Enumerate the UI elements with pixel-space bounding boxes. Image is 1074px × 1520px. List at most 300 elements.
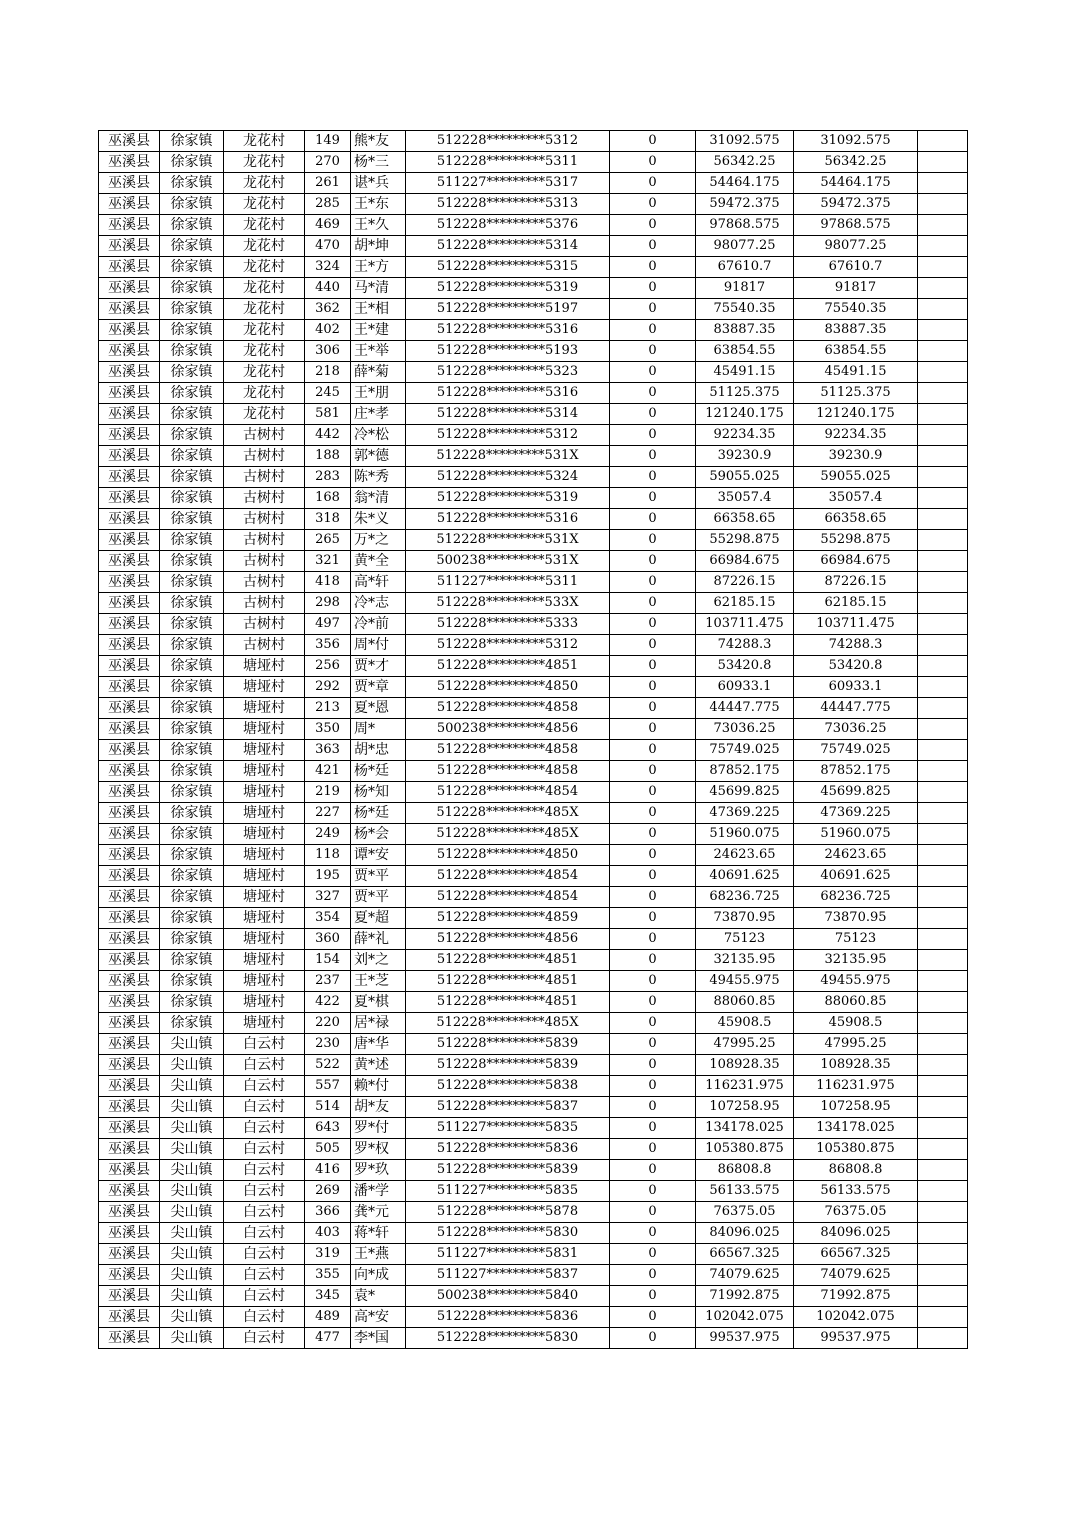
household-size-cell: 245 [305, 383, 351, 404]
town-cell: 徐家镇 [160, 551, 224, 572]
id-number-cell: 512228*********4854 [406, 887, 610, 908]
county-cell: 巫溪县 [99, 803, 160, 824]
amount-total-cell: 73036.25 [794, 719, 918, 740]
amount-total-cell: 60933.1 [794, 677, 918, 698]
county-cell: 巫溪县 [99, 908, 160, 929]
village-cell: 龙花村 [224, 215, 305, 236]
amount-total-cell: 56133.575 [794, 1181, 918, 1202]
household-size-cell: 270 [305, 152, 351, 173]
remark-cell [918, 1076, 968, 1097]
household-size-cell: 403 [305, 1223, 351, 1244]
table-row [99, 614, 968, 635]
amount-total-cell: 32135.95 [794, 950, 918, 971]
amount-total-cell: 59055.025 [794, 467, 918, 488]
household-size-cell: 418 [305, 572, 351, 593]
village-cell: 塘垭村 [224, 740, 305, 761]
table-row [99, 404, 968, 425]
data-table [98, 130, 968, 1349]
id-number-cell: 511227*********5835 [406, 1118, 610, 1139]
village-cell: 白云村 [224, 1076, 305, 1097]
id-number-cell: 512228*********4854 [406, 866, 610, 887]
amount-a-cell: 0 [610, 1013, 696, 1034]
table-row [99, 1244, 968, 1265]
amount-total-cell: 75749.025 [794, 740, 918, 761]
id-number-cell: 512228*********5837 [406, 1097, 610, 1118]
household-size-cell: 557 [305, 1076, 351, 1097]
id-number-cell: 512228*********5839 [406, 1034, 610, 1055]
amount-total-cell: 59472.375 [794, 194, 918, 215]
household-size-cell: 188 [305, 446, 351, 467]
amount-total-cell: 54464.175 [794, 173, 918, 194]
household-size-cell: 324 [305, 257, 351, 278]
remark-cell [918, 278, 968, 299]
amount-a-cell: 0 [610, 1139, 696, 1160]
table-row [99, 383, 968, 404]
id-number-cell: 512228*********5324 [406, 467, 610, 488]
amount-total-cell: 63854.55 [794, 341, 918, 362]
village-cell: 龙花村 [224, 320, 305, 341]
amount-b-cell: 103711.475 [696, 614, 794, 635]
county-cell: 巫溪县 [99, 551, 160, 572]
id-number-cell: 512228*********5312 [406, 131, 610, 152]
town-cell: 徐家镇 [160, 173, 224, 194]
household-size-cell: 489 [305, 1307, 351, 1328]
table-row [99, 341, 968, 362]
town-cell: 尖山镇 [160, 1097, 224, 1118]
town-cell: 徐家镇 [160, 152, 224, 173]
amount-a-cell: 0 [610, 446, 696, 467]
remark-cell [918, 614, 968, 635]
id-number-cell: 512228*********531X [406, 530, 610, 551]
remark-cell [918, 341, 968, 362]
county-cell: 巫溪县 [99, 782, 160, 803]
id-number-cell: 512228*********4851 [406, 950, 610, 971]
amount-b-cell: 63854.55 [696, 341, 794, 362]
county-cell: 巫溪县 [99, 866, 160, 887]
household-size-cell: 265 [305, 530, 351, 551]
id-number-cell: 512228*********485X [406, 803, 610, 824]
id-number-cell: 512228*********5830 [406, 1328, 610, 1349]
town-cell: 尖山镇 [160, 1160, 224, 1181]
amount-b-cell: 75540.35 [696, 299, 794, 320]
village-cell: 古树村 [224, 635, 305, 656]
village-cell: 白云村 [224, 1202, 305, 1223]
table-row [99, 656, 968, 677]
remark-cell [918, 1202, 968, 1223]
table-row [99, 446, 968, 467]
name-cell: 胡*坤 [351, 236, 406, 257]
amount-b-cell: 49455.975 [696, 971, 794, 992]
amount-b-cell: 68236.725 [696, 887, 794, 908]
county-cell: 巫溪县 [99, 1139, 160, 1160]
amount-total-cell: 76375.05 [794, 1202, 918, 1223]
county-cell: 巫溪县 [99, 383, 160, 404]
name-cell: 黄*述 [351, 1055, 406, 1076]
amount-a-cell: 0 [610, 299, 696, 320]
village-cell: 白云村 [224, 1118, 305, 1139]
county-cell: 巫溪县 [99, 887, 160, 908]
name-cell: 李*国 [351, 1328, 406, 1349]
household-size-cell: 292 [305, 677, 351, 698]
household-size-cell: 227 [305, 803, 351, 824]
household-size-cell: 356 [305, 635, 351, 656]
table-row [99, 299, 968, 320]
name-cell: 罗*玖 [351, 1160, 406, 1181]
id-number-cell: 512228*********533X [406, 593, 610, 614]
village-cell: 龙花村 [224, 362, 305, 383]
remark-cell [918, 740, 968, 761]
amount-total-cell: 97868.575 [794, 215, 918, 236]
table-row [99, 320, 968, 341]
household-size-cell: 440 [305, 278, 351, 299]
id-number-cell: 512228*********5193 [406, 341, 610, 362]
id-number-cell: 512228*********4858 [406, 698, 610, 719]
county-cell: 巫溪县 [99, 992, 160, 1013]
town-cell: 徐家镇 [160, 362, 224, 383]
name-cell: 王*建 [351, 320, 406, 341]
household-size-cell: 350 [305, 719, 351, 740]
amount-a-cell: 0 [610, 194, 696, 215]
amount-total-cell: 134178.025 [794, 1118, 918, 1139]
amount-b-cell: 74288.3 [696, 635, 794, 656]
amount-total-cell: 45699.825 [794, 782, 918, 803]
county-cell: 巫溪县 [99, 572, 160, 593]
amount-a-cell: 0 [610, 971, 696, 992]
table-row [99, 803, 968, 824]
county-cell: 巫溪县 [99, 1013, 160, 1034]
name-cell: 胡*忠 [351, 740, 406, 761]
town-cell: 徐家镇 [160, 467, 224, 488]
name-cell: 王*芝 [351, 971, 406, 992]
name-cell: 万*之 [351, 530, 406, 551]
village-cell: 古树村 [224, 551, 305, 572]
name-cell: 夏*超 [351, 908, 406, 929]
table-row [99, 593, 968, 614]
town-cell: 徐家镇 [160, 299, 224, 320]
town-cell: 尖山镇 [160, 1307, 224, 1328]
amount-b-cell: 87852.175 [696, 761, 794, 782]
amount-total-cell: 55298.875 [794, 530, 918, 551]
table-row [99, 257, 968, 278]
county-cell: 巫溪县 [99, 698, 160, 719]
name-cell: 郭*德 [351, 446, 406, 467]
amount-total-cell: 39230.9 [794, 446, 918, 467]
amount-total-cell: 31092.575 [794, 131, 918, 152]
remark-cell [918, 1286, 968, 1307]
remark-cell [918, 1160, 968, 1181]
amount-b-cell: 116231.975 [696, 1076, 794, 1097]
amount-a-cell: 0 [610, 1265, 696, 1286]
table-row [99, 215, 968, 236]
household-size-cell: 477 [305, 1328, 351, 1349]
name-cell: 谭*安 [351, 845, 406, 866]
town-cell: 徐家镇 [160, 215, 224, 236]
town-cell: 徐家镇 [160, 950, 224, 971]
household-size-cell: 497 [305, 614, 351, 635]
town-cell: 徐家镇 [160, 677, 224, 698]
name-cell: 杨*会 [351, 824, 406, 845]
table-row [99, 1307, 968, 1328]
amount-a-cell: 0 [610, 530, 696, 551]
amount-a-cell: 0 [610, 383, 696, 404]
county-cell: 巫溪县 [99, 1286, 160, 1307]
county-cell: 巫溪县 [99, 152, 160, 173]
village-cell: 塘垭村 [224, 1013, 305, 1034]
village-cell: 塘垭村 [224, 803, 305, 824]
town-cell: 尖山镇 [160, 1034, 224, 1055]
table-row [99, 950, 968, 971]
remark-cell [918, 215, 968, 236]
county-cell: 巫溪县 [99, 1034, 160, 1055]
amount-total-cell: 68236.725 [794, 887, 918, 908]
table-row [99, 1286, 968, 1307]
table-row [99, 1328, 968, 1349]
county-cell: 巫溪县 [99, 614, 160, 635]
table-row [99, 1223, 968, 1244]
remark-cell [918, 551, 968, 572]
remark-cell [918, 530, 968, 551]
remark-cell [918, 1055, 968, 1076]
name-cell: 蒋*轩 [351, 1223, 406, 1244]
household-size-cell: 522 [305, 1055, 351, 1076]
id-number-cell: 512228*********5315 [406, 257, 610, 278]
name-cell: 王*相 [351, 299, 406, 320]
amount-b-cell: 73036.25 [696, 719, 794, 740]
amount-b-cell: 56342.25 [696, 152, 794, 173]
amount-b-cell: 45699.825 [696, 782, 794, 803]
name-cell: 胡*友 [351, 1097, 406, 1118]
name-cell: 王*久 [351, 215, 406, 236]
remark-cell [918, 950, 968, 971]
remark-cell [918, 1181, 968, 1202]
household-size-cell: 256 [305, 656, 351, 677]
county-cell: 巫溪县 [99, 173, 160, 194]
county-cell: 巫溪县 [99, 845, 160, 866]
county-cell: 巫溪县 [99, 1055, 160, 1076]
amount-a-cell: 0 [610, 572, 696, 593]
table-row [99, 1139, 968, 1160]
county-cell: 巫溪县 [99, 635, 160, 656]
household-size-cell: 306 [305, 341, 351, 362]
village-cell: 塘垭村 [224, 992, 305, 1013]
amount-a-cell: 0 [610, 1202, 696, 1223]
table-row [99, 1097, 968, 1118]
name-cell: 唐*华 [351, 1034, 406, 1055]
remark-cell [918, 677, 968, 698]
table-row [99, 236, 968, 257]
amount-b-cell: 91817 [696, 278, 794, 299]
amount-total-cell: 74288.3 [794, 635, 918, 656]
id-number-cell: 500238*********4856 [406, 719, 610, 740]
amount-a-cell: 0 [610, 257, 696, 278]
remark-cell [918, 152, 968, 173]
table-row [99, 677, 968, 698]
village-cell: 白云村 [224, 1265, 305, 1286]
town-cell: 徐家镇 [160, 257, 224, 278]
id-number-cell: 512228*********5830 [406, 1223, 610, 1244]
amount-total-cell: 91817 [794, 278, 918, 299]
table-row [99, 992, 968, 1013]
town-cell: 尖山镇 [160, 1265, 224, 1286]
household-size-cell: 363 [305, 740, 351, 761]
amount-b-cell: 45908.5 [696, 1013, 794, 1034]
table-row [99, 551, 968, 572]
village-cell: 白云村 [224, 1223, 305, 1244]
remark-cell [918, 761, 968, 782]
table-row [99, 173, 968, 194]
town-cell: 徐家镇 [160, 908, 224, 929]
amount-a-cell: 0 [610, 1244, 696, 1265]
household-size-cell: 149 [305, 131, 351, 152]
amount-b-cell: 67610.7 [696, 257, 794, 278]
county-cell: 巫溪县 [99, 656, 160, 677]
name-cell: 居*禄 [351, 1013, 406, 1034]
remark-cell [918, 1139, 968, 1160]
household-size-cell: 261 [305, 173, 351, 194]
id-number-cell: 500238*********531X [406, 551, 610, 572]
town-cell: 徐家镇 [160, 488, 224, 509]
county-cell: 巫溪县 [99, 1265, 160, 1286]
name-cell: 刘*之 [351, 950, 406, 971]
amount-a-cell: 0 [610, 1055, 696, 1076]
town-cell: 徐家镇 [160, 614, 224, 635]
id-number-cell: 512228*********5312 [406, 635, 610, 656]
town-cell: 徐家镇 [160, 656, 224, 677]
amount-total-cell: 92234.35 [794, 425, 918, 446]
amount-a-cell: 0 [610, 488, 696, 509]
table-row [99, 635, 968, 656]
county-cell: 巫溪县 [99, 404, 160, 425]
amount-total-cell: 53420.8 [794, 656, 918, 677]
id-number-cell: 512228*********4850 [406, 677, 610, 698]
town-cell: 徐家镇 [160, 530, 224, 551]
town-cell: 尖山镇 [160, 1118, 224, 1139]
amount-b-cell: 66358.65 [696, 509, 794, 530]
village-cell: 塘垭村 [224, 950, 305, 971]
name-cell: 贾*章 [351, 677, 406, 698]
town-cell: 徐家镇 [160, 194, 224, 215]
village-cell: 龙花村 [224, 278, 305, 299]
remark-cell [918, 1307, 968, 1328]
village-cell: 龙花村 [224, 299, 305, 320]
village-cell: 古树村 [224, 593, 305, 614]
id-number-cell: 512228*********485X [406, 1013, 610, 1034]
household-size-cell: 505 [305, 1139, 351, 1160]
remark-cell [918, 467, 968, 488]
name-cell: 潘*学 [351, 1181, 406, 1202]
amount-b-cell: 98077.25 [696, 236, 794, 257]
amount-a-cell: 0 [610, 950, 696, 971]
amount-b-cell: 86808.8 [696, 1160, 794, 1181]
household-size-cell: 283 [305, 467, 351, 488]
name-cell: 赖*付 [351, 1076, 406, 1097]
village-cell: 龙花村 [224, 131, 305, 152]
amount-b-cell: 53420.8 [696, 656, 794, 677]
household-size-cell: 422 [305, 992, 351, 1013]
amount-a-cell: 0 [610, 551, 696, 572]
remark-cell [918, 425, 968, 446]
amount-a-cell: 0 [610, 929, 696, 950]
name-cell: 王*东 [351, 194, 406, 215]
town-cell: 徐家镇 [160, 845, 224, 866]
amount-total-cell: 44447.775 [794, 698, 918, 719]
household-size-cell: 319 [305, 1244, 351, 1265]
county-cell: 巫溪县 [99, 593, 160, 614]
amount-b-cell: 54464.175 [696, 173, 794, 194]
id-number-cell: 512228*********4858 [406, 740, 610, 761]
id-number-cell: 512228*********4858 [406, 761, 610, 782]
county-cell: 巫溪县 [99, 488, 160, 509]
county-cell: 巫溪县 [99, 929, 160, 950]
village-cell: 白云村 [224, 1139, 305, 1160]
amount-b-cell: 84096.025 [696, 1223, 794, 1244]
id-number-cell: 511227*********5837 [406, 1265, 610, 1286]
village-cell: 塘垭村 [224, 719, 305, 740]
household-size-cell: 421 [305, 761, 351, 782]
name-cell: 夏*棋 [351, 992, 406, 1013]
id-number-cell: 512228*********5878 [406, 1202, 610, 1223]
name-cell: 龚*元 [351, 1202, 406, 1223]
table-row [99, 698, 968, 719]
village-cell: 古树村 [224, 446, 305, 467]
remark-cell [918, 383, 968, 404]
amount-b-cell: 121240.175 [696, 404, 794, 425]
amount-total-cell: 107258.95 [794, 1097, 918, 1118]
name-cell: 王*举 [351, 341, 406, 362]
id-number-cell: 512228*********5314 [406, 236, 610, 257]
amount-total-cell: 51960.075 [794, 824, 918, 845]
amount-total-cell: 45491.15 [794, 362, 918, 383]
id-number-cell: 512228*********5319 [406, 488, 610, 509]
county-cell: 巫溪县 [99, 131, 160, 152]
village-cell: 白云村 [224, 1286, 305, 1307]
county-cell: 巫溪县 [99, 1307, 160, 1328]
table-row [99, 572, 968, 593]
amount-total-cell: 47995.25 [794, 1034, 918, 1055]
household-size-cell: 321 [305, 551, 351, 572]
id-number-cell: 512228*********5319 [406, 278, 610, 299]
town-cell: 徐家镇 [160, 824, 224, 845]
town-cell: 徐家镇 [160, 740, 224, 761]
amount-a-cell: 0 [610, 362, 696, 383]
household-size-cell: 360 [305, 929, 351, 950]
remark-cell [918, 803, 968, 824]
amount-a-cell: 0 [610, 404, 696, 425]
remark-cell [918, 1097, 968, 1118]
village-cell: 龙花村 [224, 173, 305, 194]
id-number-cell: 512228*********5836 [406, 1139, 610, 1160]
amount-total-cell: 51125.375 [794, 383, 918, 404]
name-cell: 罗*付 [351, 1118, 406, 1139]
town-cell: 徐家镇 [160, 866, 224, 887]
remark-cell [918, 992, 968, 1013]
town-cell: 徐家镇 [160, 929, 224, 950]
table-row [99, 488, 968, 509]
amount-b-cell: 76375.05 [696, 1202, 794, 1223]
village-cell: 塘垭村 [224, 677, 305, 698]
amount-a-cell: 0 [610, 131, 696, 152]
amount-total-cell: 62185.15 [794, 593, 918, 614]
county-cell: 巫溪县 [99, 215, 160, 236]
amount-b-cell: 73870.95 [696, 908, 794, 929]
county-cell: 巫溪县 [99, 761, 160, 782]
amount-b-cell: 99537.975 [696, 1328, 794, 1349]
id-number-cell: 512228*********531X [406, 446, 610, 467]
household-size-cell: 213 [305, 698, 351, 719]
remark-cell [918, 971, 968, 992]
amount-a-cell: 0 [610, 845, 696, 866]
remark-cell [918, 698, 968, 719]
